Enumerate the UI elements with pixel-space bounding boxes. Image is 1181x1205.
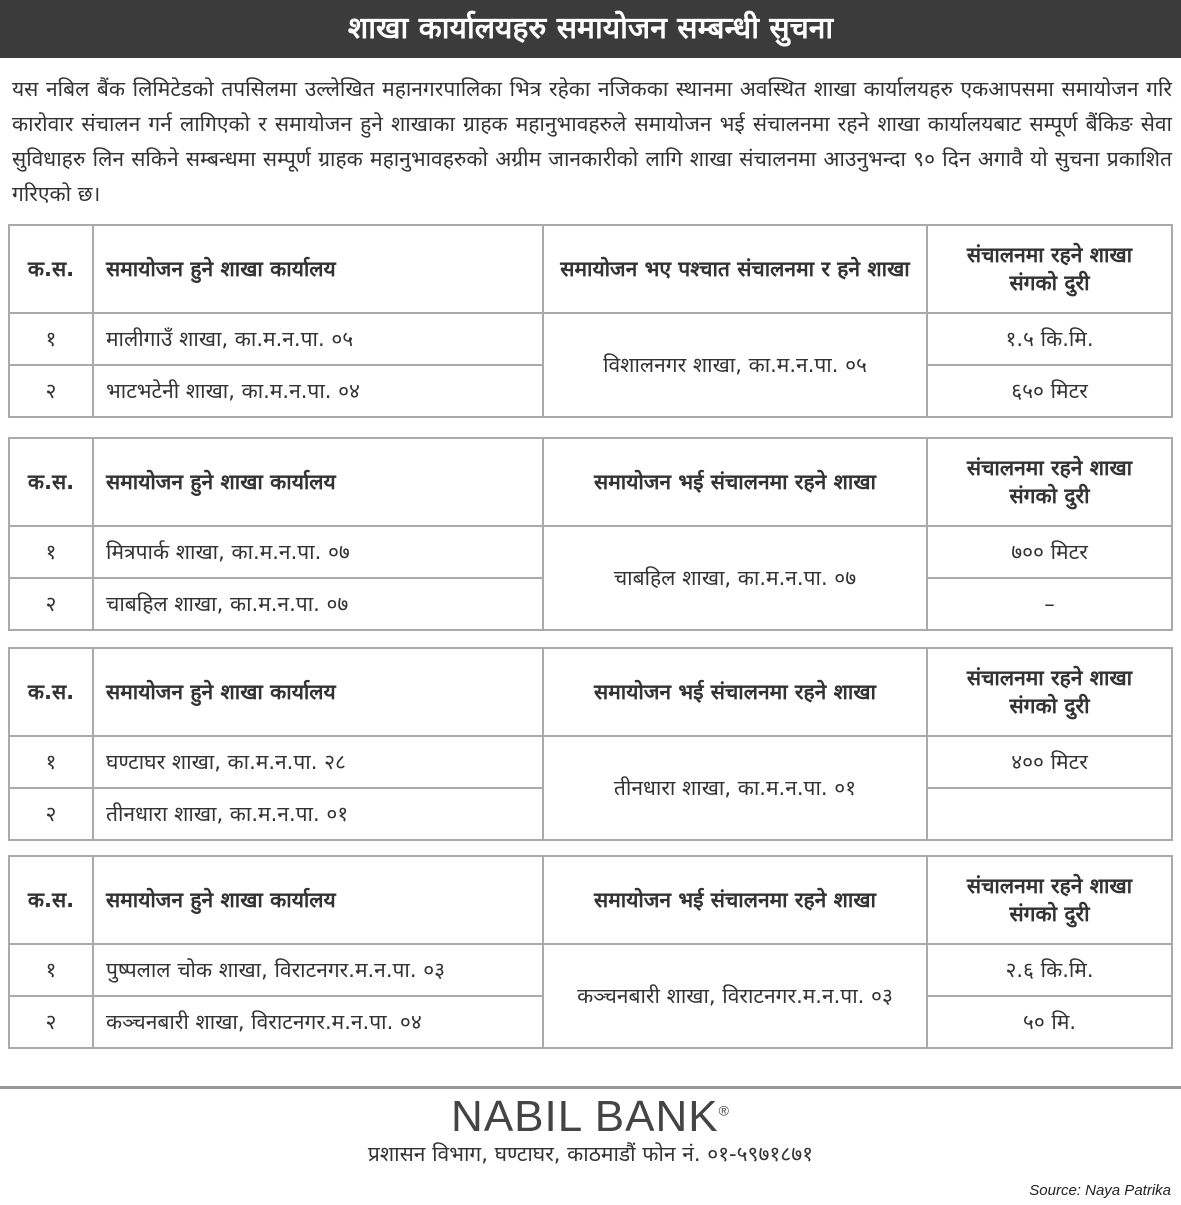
- notice-title: शाखा कार्यालयहरु समायोजन सम्बन्धी सुचना: [0, 0, 1181, 58]
- table-row: [9, 526, 1172, 578]
- table-row: [9, 313, 1172, 365]
- address-line: प्रशासन विभाग, घण्टाघर, काठमाडौं फोन नं. ०१-५९७१८७१: [367, 1142, 814, 1166]
- header-branch: समायोजन हुने शाखा कार्यालय: [93, 856, 543, 944]
- merged-into-branch: तीनधारा शाखा, का.म.न.पा. ०१: [543, 736, 927, 840]
- header-distance: संचालनमा रहने शाखा संगको दुरी: [927, 856, 1172, 944]
- row-sn: १: [9, 736, 93, 788]
- table-header-row: [9, 648, 1172, 736]
- row-sn: १: [9, 313, 93, 365]
- row-branch: कञ्चनबारी शाखा, विराटनगर.म.न.पा. ०४: [93, 996, 543, 1048]
- row-distance: १.५ कि.मि.: [927, 313, 1172, 365]
- merged-into-branch: चाबहिल शाखा, का.म.न.पा. ०७: [543, 526, 927, 630]
- header-sn: क.स.: [9, 225, 93, 313]
- row-branch: चाबहिल शाखा, का.म.न.पा. ०७: [93, 578, 543, 630]
- row-branch: पुष्पलाल चोक शाखा, विराटनगर.म.न.पा. ०३: [93, 944, 543, 996]
- row-branch: घण्टाघर शाखा, का.म.न.पा. २८: [93, 736, 543, 788]
- table-header-row: [9, 225, 1172, 313]
- header-branch: समायोजन हुने शाखा कार्यालय: [93, 648, 543, 736]
- branch-table: [8, 437, 1173, 631]
- header-sn: क.स.: [9, 856, 93, 944]
- logo-text: NABIL BANK: [451, 1092, 719, 1141]
- source-credit: Source: Naya Patrika: [1029, 1182, 1171, 1199]
- row-distance: [927, 788, 1172, 840]
- header-sn: क.स.: [9, 648, 93, 736]
- table-header-row: [9, 438, 1172, 526]
- row-sn: २: [9, 788, 93, 840]
- row-distance: –: [927, 578, 1172, 630]
- row-branch: मालीगाउँ शाखा, का.म.न.पा. ०५: [93, 313, 543, 365]
- header-branch: समायोजन हुने शाखा कार्यालय: [93, 438, 543, 526]
- row-distance: २.६ कि.मि.: [927, 944, 1172, 996]
- row-branch: मित्रपार्क शाखा, का.म.न.पा. ०७: [93, 526, 543, 578]
- header-merged-into: समायोजन भए पश्चात संचालनमा र हने शाखा: [543, 225, 927, 313]
- header-branch: समायोजन हुने शाखा कार्यालय: [93, 225, 543, 313]
- row-distance: ६५० मिटर: [927, 365, 1172, 417]
- header-distance: संचालनमा रहने शाखा संगको दुरी: [927, 438, 1172, 526]
- branch-table: [8, 224, 1173, 418]
- row-distance: ४०० मिटर: [927, 736, 1172, 788]
- row-distance: ७०० मिटर: [927, 526, 1172, 578]
- row-sn: २: [9, 365, 93, 417]
- merged-into-branch: कञ्चनबारी शाखा, विराटनगर.म.न.पा. ०३: [543, 944, 927, 1048]
- nabil-bank-logo: [0, 1092, 1181, 1142]
- table-row: [9, 944, 1172, 996]
- registered-mark: ®: [718, 1102, 730, 1119]
- table-header-row: [9, 856, 1172, 944]
- header-distance: संचालनमा रहने शाखा संगको दुरी: [927, 648, 1172, 736]
- header-merged-into: समायोजन भई संचालनमा रहने शाखा: [543, 856, 927, 944]
- merged-into-branch: विशालनगर शाखा, का.म.न.पा. ०५: [543, 313, 927, 417]
- header-merged-into: समायोजन भई संचालनमा रहने शाखा: [543, 438, 927, 526]
- row-branch: भाटभटेनी शाखा, का.म.न.पा. ०४: [93, 365, 543, 417]
- header-distance: संचालनमा रहने शाखा संगको दुरी: [927, 225, 1172, 313]
- table-row: [9, 736, 1172, 788]
- footer-divider: [0, 1086, 1181, 1089]
- branch-table: [8, 647, 1173, 841]
- notice-paragraph: यस नबिल बैंक लिमिटेडको तपसिलमा उल्लेखित महानगरपालिका भित्र रहेका नजिकका स्थानमा अवस्थित शाखा कार्यालयहरु एकआपसमा समायोजन गरि कारोवार संचालन गर्न लागिएको र समायोजन हुने शाखाका ग्राहक महानुभावहरुले समायोजन भई संचालनमा रहने शाखा कार्यालयबाट सम्पूर्ण बैंकिङ सेवा सुविधाहरु लिन सकिने सम्बन्धमा सम्पूर्ण ग्राहक महानुभावहरुको अग्रीम जानकारीको लागि शाखा संचालनमा आउनुभन्दा ९० दिन अगावै यो सुचना प्रकाशित गरिएको छ।: [12, 77, 1172, 206]
- row-sn: १: [9, 944, 93, 996]
- row-sn: १: [9, 526, 93, 578]
- row-branch: तीनधारा शाखा, का.म.न.पा. ०१: [93, 788, 543, 840]
- header-sn: क.स.: [9, 438, 93, 526]
- row-distance: ५० मि.: [927, 996, 1172, 1048]
- branch-table: [8, 855, 1173, 1049]
- row-sn: २: [9, 578, 93, 630]
- header-merged-into: समायोजन भई संचालनमा रहने शाखा: [543, 648, 927, 736]
- row-sn: २: [9, 996, 93, 1048]
